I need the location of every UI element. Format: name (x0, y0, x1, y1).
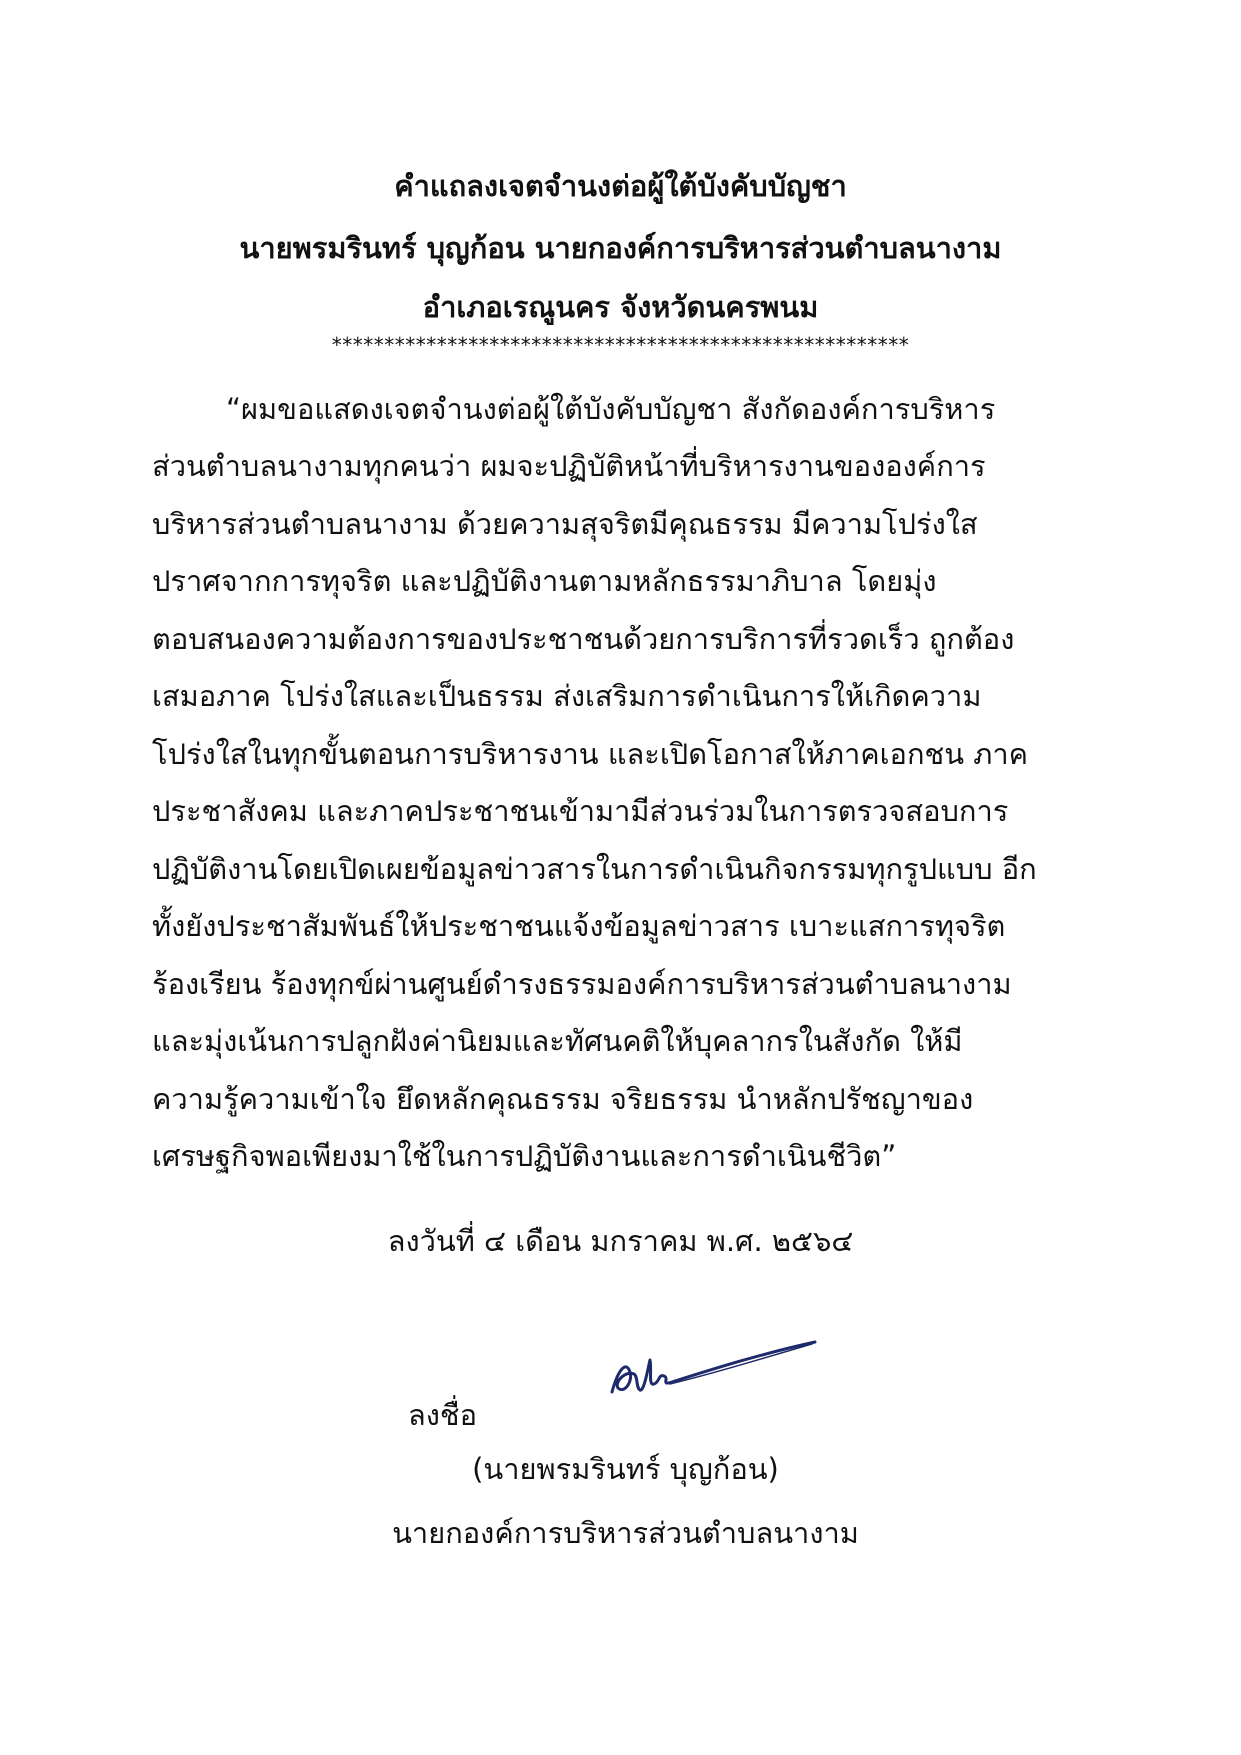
body-line: ความรู้ความเข้าใจ ยึดหลักคุณธรรม จริยธรรม นำหลักปรัชญาของ (152, 1082, 974, 1116)
body-line: และมุ่งเน้นการปลูกฝังค่านิยมและทัศนคติให้บุคลากรในสังกัด ให้มี (152, 1024, 963, 1058)
body-line: โปร่งใสในทุกขั้นตอนการบริหารงาน และเปิดโอกาสให้ภาคเอกชน ภาค (152, 737, 1029, 771)
body-line: ประชาสังคม และภาคประชาชนเข้ามามีส่วนร่วมในการตรวจสอบการ (152, 794, 1009, 828)
signer-name: (นายพรมรินทร์ บุญก้อน) (472, 1452, 779, 1486)
body-line: ปฏิบัติงานโดยเปิดเผยข้อมูลข่าวสารในการดำเนินกิจกรรมทุกรูปแบบ อีก (152, 852, 1037, 886)
body-line: ทั้งยังประชาสัมพันธ์ให้ประชาชนแจ้งข้อมูลข่าวสาร เบาะแสการทุจริต (152, 909, 1006, 943)
body-line: เศรษฐกิจพอเพียงมาใช้ในการปฏิบัติงานและการดำเนินชีวิต” (152, 1139, 897, 1173)
document-subtitle-name: นายพรมรินทร์ บุญก้อน นายกองค์การบริหารส่วนตำบลนางาม (239, 231, 1002, 265)
body-line: ปราศจากการทุจริต และปฏิบัติงานตามหลักธรรมาภิบาล โดยมุ่ง (152, 564, 937, 598)
body-line: บริหารส่วนตำบลนางาม ด้วยความสุจริตมีคุณธรรม มีความโปร่งใส (152, 507, 978, 541)
handwritten-signature (600, 1330, 820, 1410)
body-line: ร้องเรียน ร้องทุกข์ผ่านศูนย์ดำรงธรรมองค์การบริหารส่วนตำบลนางาม (152, 967, 1012, 1001)
body-line: “ผมขอแสดงเจตจำนงต่อผู้ใต้บังคับบัญชา สังกัดองค์การบริหาร (226, 392, 996, 426)
document-subtitle-location: อำเภอเรณูนคร จังหวัดนครพนม (422, 290, 819, 324)
signing-date: ลงวันที่ ๔ เดือน มกราคม พ.ศ. ๒๕๖๔ (387, 1224, 854, 1258)
signature-label: ลงชื่อ (408, 1398, 478, 1432)
body-line: เสมอภาค โปร่งใสและเป็นธรรม ส่งเสริมการดำเนินการให้เกิดความ (152, 679, 982, 713)
body-line: ตอบสนองความต้องการของประชาชนด้วยการบริการที่รวดเร็ว ถูกต้อง (152, 622, 1015, 656)
document-title: คำแถลงเจตจำนงต่อผู้ใต้บังคับบัญชา (394, 169, 847, 203)
separator-line: ******************************************************* (331, 333, 910, 357)
signer-position: นายกองค์การบริหารส่วนตำบลนางาม (392, 1516, 859, 1550)
body-line: ส่วนตำบลนางามทุกคนว่า ผมจะปฏิบัติหน้าที่บริหารงานขององค์การ (152, 449, 986, 483)
